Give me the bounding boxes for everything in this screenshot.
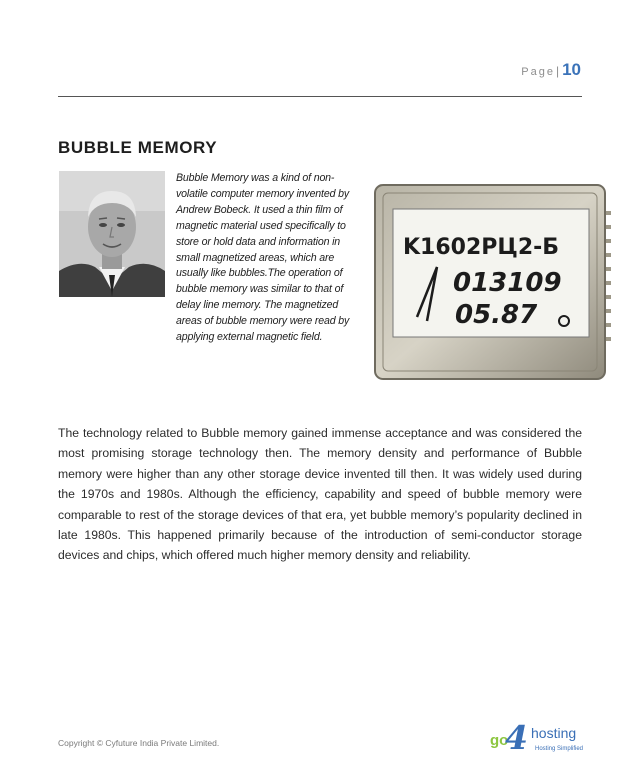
bubble-memory-chip-image (369, 171, 613, 387)
portrait-caption: Bubble Memory was a kind of non-volatile computer memory invented by Andrew Bobeck. It used a thin film of magnetic material used specifically to store or hold data and information in small magnetized areas, which are usually like bubbles.The operation of bubble memory was similar to that of delay line memory. The magnetized areas of bubble memory were read by applying external magnetic field. (176, 172, 350, 344)
logo-go: go (490, 732, 509, 749)
chip-label-line-1: K1602PЦ2-Б (403, 235, 560, 260)
chip-label-line-3: 05.87 (455, 300, 538, 330)
portrait-photo (59, 171, 165, 297)
logo-tagline: Hosting Simplified (535, 746, 584, 752)
copyright-text: Copyright © Cyfuture India Private Limited. (58, 738, 220, 748)
page-number (521, 60, 581, 80)
logo-four: 4 (505, 718, 528, 757)
body-paragraph: The technology related to Bubble memory gained immense acceptance and was considered the most promising storage technology then. The memory density and performance of Bubble memory were higher than any other storage device invented till then. It was widely used during the 1970s and 1980s. Although the efficiency, capability and speed of bubble memory were comparable to rest of the storage devices of that era, yet bubble memory’s popularity declined in late 1980s. This happened primarily because of the introduction of semi-conductor storage devices and chips, which offered much higher memory density and reliability. (58, 426, 582, 563)
logo-hosting: hosting (531, 725, 577, 741)
section-title: BUBBLE MEMORY (58, 138, 218, 157)
go4hosting-logo (490, 718, 584, 757)
chip-label-line-2: 013109 (453, 268, 562, 298)
page-label: Page (521, 66, 555, 78)
page-separator: | (555, 64, 560, 78)
header-rule (58, 96, 582, 97)
page-number-value: 10 (562, 60, 581, 79)
